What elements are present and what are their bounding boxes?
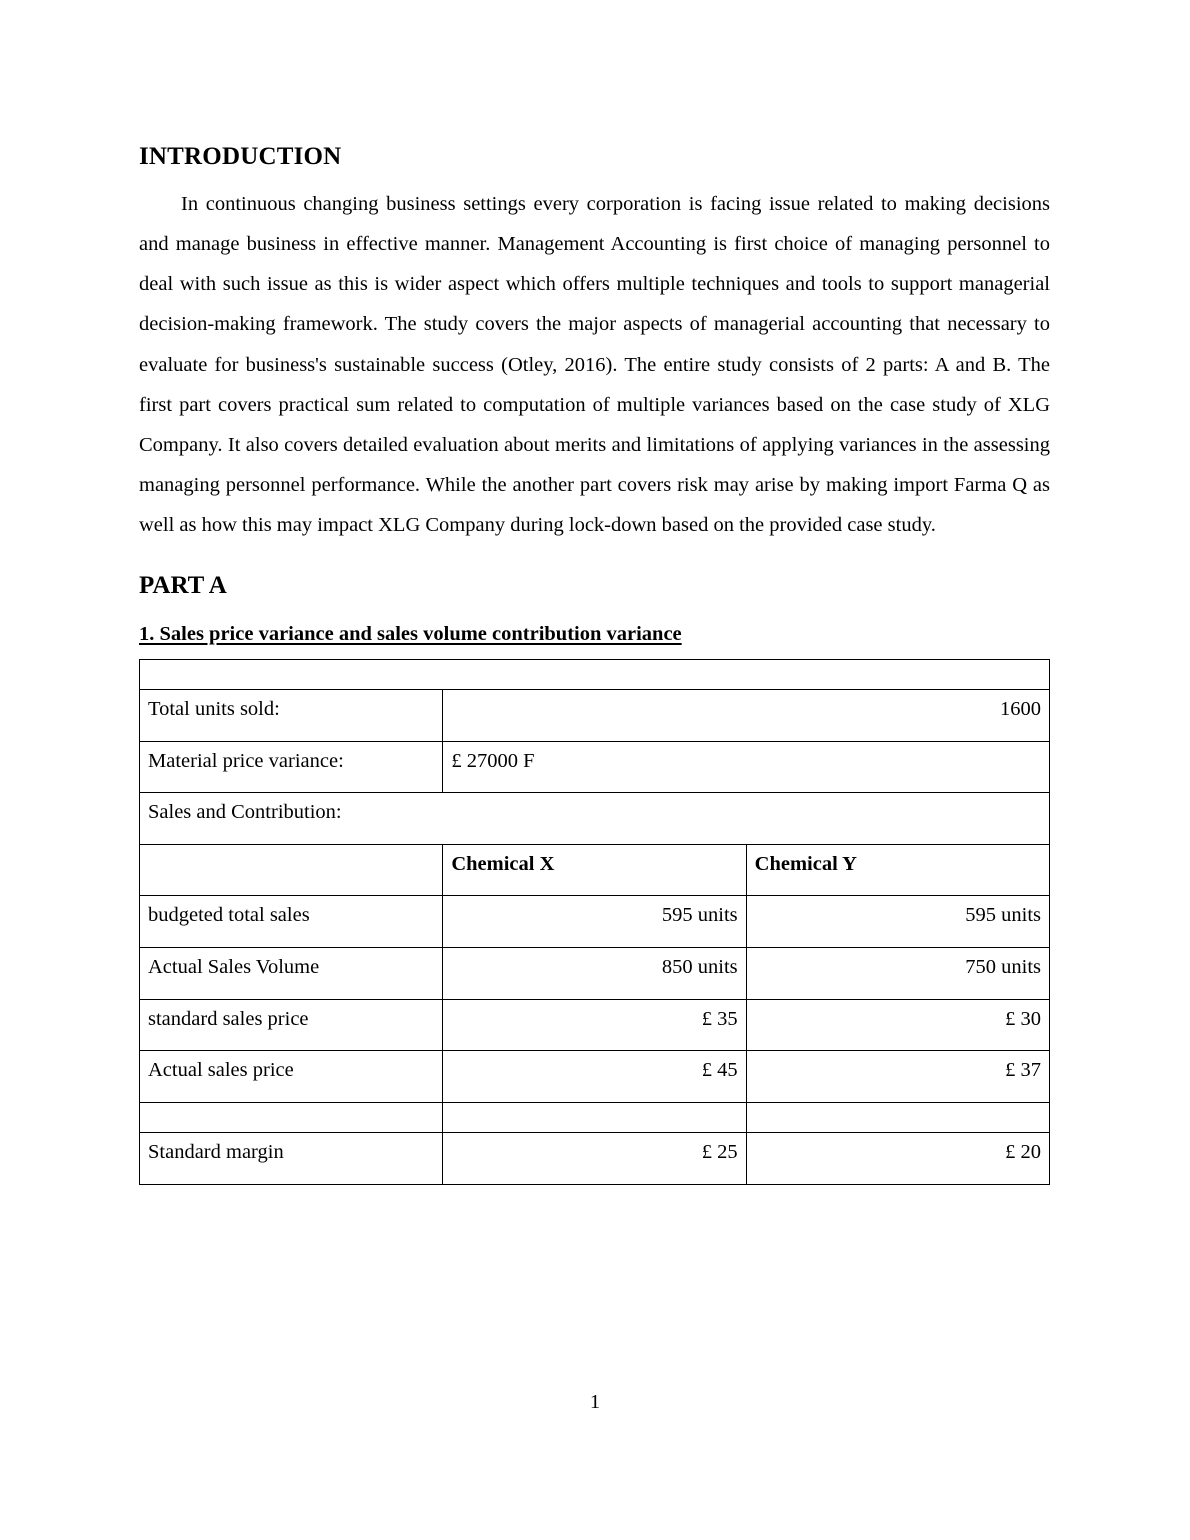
table-cell-standard-margin-y: £ 20 — [746, 1132, 1049, 1184]
table-cell-budgeted-total-sales-y: 595 units — [746, 896, 1049, 948]
table-cell-budgeted-total-sales-label: budgeted total sales — [140, 896, 443, 948]
table-cell-actual-sales-price-x: £ 45 — [443, 1051, 746, 1103]
table-cell-standard-sales-price-y: £ 30 — [746, 999, 1049, 1051]
table-cell-spacer-x — [443, 1102, 746, 1132]
given-information-table — [139, 659, 1050, 1185]
table-row — [140, 1051, 1050, 1103]
table-cell-budgeted-total-sales-x: 595 units — [443, 896, 746, 948]
table-cell-standard-sales-price-x: £ 35 — [443, 999, 746, 1051]
table-cell-actual-sales-volume-y: 750 units — [746, 948, 1049, 1000]
table-cell-standard-margin-x: £ 25 — [443, 1132, 746, 1184]
table-row — [140, 659, 1050, 689]
table-row — [140, 948, 1050, 1000]
table-cell-header-blank — [140, 844, 443, 896]
page-content — [139, 143, 1050, 1185]
table-row — [140, 793, 1050, 845]
table-cell-actual-sales-volume-x: 850 units — [443, 948, 746, 1000]
table-row — [140, 689, 1050, 741]
table-cell-standard-sales-price-label: standard sales price — [140, 999, 443, 1051]
table-cell-header-chemical-x: Chemical X — [443, 844, 746, 896]
table-cell-actual-sales-price-label: Actual sales price — [140, 1051, 443, 1103]
table-cell-total-units-value: 1600 — [443, 689, 1050, 741]
question-1-heading: 1. Sales price variance and sales volume contribution variance — [139, 623, 682, 646]
table-cell-standard-margin-label: Standard margin — [140, 1132, 443, 1184]
page-title: INTRODUCTION — [139, 143, 342, 170]
table-header-row — [140, 844, 1050, 896]
table-cell-actual-sales-volume-label: Actual Sales Volume — [140, 948, 443, 1000]
table-cell-header-chemical-y: Chemical Y — [746, 844, 1049, 896]
table-cell-given-information — [140, 659, 1050, 689]
page-number: 1 — [589, 1391, 601, 1413]
table-row — [140, 896, 1050, 948]
table-row — [140, 741, 1050, 793]
table-cell-actual-sales-price-y: £ 37 — [746, 1051, 1049, 1103]
part-a-heading: PART A — [139, 571, 227, 599]
table-cell-material-price-value: £ 27000 F — [443, 741, 1050, 793]
table-row — [140, 1132, 1050, 1184]
table-cell-sales-contribution-label: Sales and Contribution: — [140, 793, 1050, 845]
table-row — [140, 999, 1050, 1051]
table-cell-material-price-label: Material price variance: — [140, 741, 443, 793]
table-cell-spacer-y — [746, 1102, 1049, 1132]
introduction-paragraph: In continuous changing business settings every corporation is facing issue related to making decisions and manage business in effective manner. Management Accounting is first choice of managing personnel to deal with such issue as this is wider aspect which offers multiple techniques and tools to support managerial decision-making framework. The study covers the major aspects of managerial accounting that necessary to evaluate for business's sustainable success (Otley, 2016). The entire study consists of 2 parts: A and B. The first part covers practical sum related to computation of multiple variances based on the case study of XLG Company. It also covers detailed evaluation about merits and limitations of applying variances in the assessing managing personnel performance. While the another part covers risk may arise by making import Farma Q as well as how this may impact XLG Company during lock-down based on the provided case study. — [139, 192, 1050, 537]
table-cell-total-units-label: Total units sold: — [140, 689, 443, 741]
table-row-spacer — [140, 1102, 1050, 1132]
table-cell-spacer-label — [140, 1102, 443, 1132]
